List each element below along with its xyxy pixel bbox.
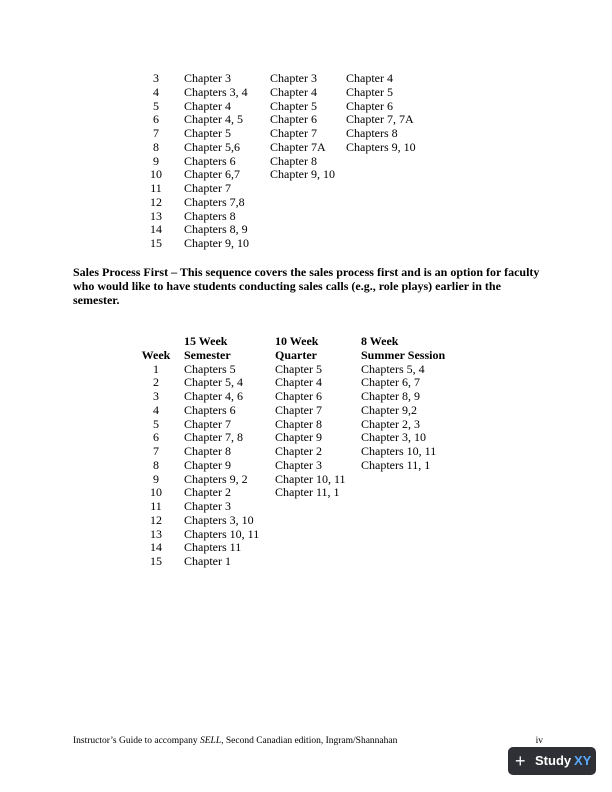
- header-row-bottom: [128, 349, 461, 363]
- week-cell: 9: [153, 471, 159, 486]
- studyxy-badge[interactable]: [508, 747, 596, 775]
- chapter-cell: [346, 182, 436, 196]
- chapter-cell: Chapter 8: [270, 153, 317, 168]
- chapter-cell: [361, 555, 461, 569]
- chapter-cell: Chapter 6: [270, 112, 317, 127]
- chapter-cell: [346, 223, 436, 237]
- badge-text-xy: XY: [574, 753, 592, 768]
- chapter-cell: [346, 196, 436, 210]
- chapter-cell: [361, 514, 461, 528]
- table-row: [128, 100, 436, 114]
- header-10-week: 10 Week: [275, 334, 319, 348]
- chapter-cell: [275, 514, 361, 528]
- table-row: [128, 182, 436, 196]
- chapter-cell: Chapter 4: [275, 375, 322, 390]
- table-row: [128, 486, 461, 500]
- header-summer-session: Summer Session: [361, 347, 446, 362]
- page-footer: [73, 735, 543, 747]
- header-week: Week: [141, 347, 171, 362]
- chapter-cell: [270, 223, 346, 237]
- chapter-cell: Chapter 5: [184, 126, 231, 140]
- page-number: iv: [535, 736, 543, 746]
- chapter-cell: Chapter 4, 5: [184, 112, 243, 127]
- week-cell: 14: [150, 540, 162, 555]
- chapter-cell: Chapter 7, 8: [184, 430, 243, 445]
- chapter-cell: Chapter 8: [184, 444, 231, 458]
- week-cell: 6: [153, 430, 159, 445]
- header-quarter: Quarter: [275, 347, 317, 362]
- chapter-cell: Chapter 9, 10: [184, 236, 249, 250]
- chapter-cell: [275, 528, 361, 542]
- chapter-cell: [275, 555, 361, 569]
- week-cell: 8: [153, 139, 159, 154]
- chapter-cell: Chapter 7: [275, 402, 322, 417]
- table-row: [128, 418, 461, 432]
- badge-text-study: Study: [535, 753, 572, 768]
- chapter-cell: [361, 528, 461, 542]
- chapter-cell: Chapter 4: [346, 71, 393, 85]
- chapter-cell: Chapter 8: [275, 416, 322, 431]
- chapter-cell: [346, 210, 436, 224]
- week-cell: 5: [153, 98, 159, 113]
- week-cell: 4: [153, 84, 159, 99]
- chapter-cell: Chapters 10, 11: [184, 526, 260, 541]
- chapter-cell: [346, 237, 436, 251]
- table-row: [128, 86, 436, 100]
- chapter-cell: Chapter 2: [184, 485, 231, 500]
- chapter-cell: [361, 473, 461, 487]
- footer-book-title: SELL: [199, 736, 222, 746]
- chapter-cell: Chapter 5,6: [184, 139, 240, 154]
- chapter-cell: Chapter 2, 3: [361, 416, 420, 431]
- chapter-cell: Chapter 3, 10: [361, 430, 426, 445]
- week-cell: 11: [150, 499, 162, 513]
- chapter-cell: Chapter 7: [184, 416, 231, 431]
- chapter-cell: Chapters 6: [184, 402, 236, 417]
- chapter-cell: Chapter 3: [275, 457, 322, 472]
- chapter-cell: Chapter 9,2: [361, 402, 417, 417]
- chapter-cell: Chapter 10, 11: [275, 471, 346, 486]
- chapter-cell: Chapters 8, 9: [184, 222, 248, 237]
- chapter-cell: Chapter 5: [275, 361, 322, 376]
- section-heading: Sales Process First – This sequence covers the sales process first and is an option for faculty who would like to have students conducting sales calls (e.g., role plays) earlier in the semester.: [73, 265, 540, 307]
- table-row: [128, 431, 461, 445]
- chapter-cell: Chapter 1: [184, 554, 231, 568]
- chapter-cell: [275, 500, 361, 514]
- header-row-top: [128, 335, 461, 349]
- week-cell: 6: [153, 112, 159, 127]
- table-row: [128, 155, 436, 169]
- header-blank: [128, 335, 184, 349]
- sales-process-table-body: [128, 335, 461, 569]
- week-cell: 5: [153, 416, 159, 431]
- chapter-cell: Chapter 5: [270, 98, 317, 113]
- chapter-cell: Chapter 8, 9: [361, 389, 420, 403]
- chapter-cell: Chapter 7A: [270, 139, 326, 154]
- chapter-cell: [346, 168, 436, 182]
- chapter-cell: Chapter 3: [270, 71, 317, 85]
- chapter-cell: [270, 210, 346, 224]
- chapter-cell: Chapters 8: [346, 126, 398, 140]
- chapter-cell: [361, 486, 461, 500]
- footer-text-after: , Second Canadian edition, Ingram/Shannahan: [221, 736, 398, 746]
- chapter-cell: [346, 155, 436, 169]
- chapter-cell: Chapters 9, 10: [346, 139, 416, 154]
- week-cell: 13: [150, 526, 162, 541]
- table-row: [128, 376, 461, 390]
- table-row: [128, 168, 436, 182]
- table-row: [128, 210, 436, 224]
- table-row: [128, 363, 461, 377]
- table-row: [128, 127, 436, 141]
- chapter-cell: Chapter 5, 4: [184, 375, 243, 390]
- chapter-cell: Chapters 3, 10: [184, 512, 254, 527]
- week-cell: 10: [150, 167, 162, 182]
- chapter-cell: Chapter 9: [275, 430, 322, 445]
- week-cell: 2: [153, 375, 159, 390]
- schedule-table-body: [128, 72, 436, 251]
- chapter-cell: Chapter 5: [346, 84, 393, 99]
- chapter-cell: Chapter 4: [270, 84, 317, 99]
- chapter-cell: [275, 541, 361, 555]
- chapter-cell: Chapters 8: [184, 208, 236, 223]
- chapter-cell: Chapters 9, 2: [184, 471, 248, 486]
- table-row: [128, 500, 461, 514]
- chapter-cell: Chapter 11, 1: [275, 485, 340, 500]
- chapter-cell: Chapter 7: [270, 126, 317, 140]
- week-cell: 3: [153, 71, 159, 85]
- chapter-cell: [270, 237, 346, 251]
- chapter-cell: Chapter 6: [346, 98, 393, 113]
- footer-text-before: Instructor’s Guide to accompany: [73, 736, 200, 746]
- chapter-cell: Chapters 5, 4: [361, 361, 425, 376]
- table-row: [128, 404, 461, 418]
- schedule-table-continued: [128, 72, 436, 251]
- table-row: [128, 473, 461, 487]
- week-cell: 11: [150, 181, 162, 195]
- week-cell: 8: [153, 457, 159, 472]
- chapter-cell: Chapter 9, 10: [270, 167, 335, 182]
- chapter-cell: Chapter 4, 6: [184, 389, 243, 403]
- chapter-cell: [361, 500, 461, 514]
- week-cell: 15: [150, 554, 162, 568]
- table-row: [128, 72, 436, 86]
- week-cell: 1: [153, 361, 159, 376]
- week-cell: 4: [153, 402, 159, 417]
- sales-process-first-table: [128, 335, 461, 569]
- table-row: [128, 113, 436, 127]
- table-row: [128, 555, 461, 569]
- chapter-cell: Chapter 4: [184, 98, 231, 113]
- chapter-cell: Chapter 6,7: [184, 167, 240, 182]
- chapter-cell: Chapter 7, 7A: [346, 112, 414, 127]
- table-row: [128, 459, 461, 473]
- table-row: [128, 528, 461, 542]
- chapter-cell: Chapters 6: [184, 153, 236, 168]
- week-cell: 12: [150, 194, 162, 209]
- chapter-cell: [270, 182, 346, 196]
- chapter-cell: Chapters 11: [184, 540, 242, 555]
- chapter-cell: Chapters 10, 11: [361, 444, 437, 458]
- plus-icon: +: [515, 751, 526, 771]
- table-row: [128, 196, 436, 210]
- chapter-cell: Chapters 11, 1: [361, 457, 431, 472]
- chapter-cell: Chapter 2: [275, 444, 322, 458]
- chapter-cell: Chapters 7,8: [184, 194, 245, 209]
- chapter-cell: Chapters 5: [184, 361, 236, 376]
- chapter-cell: Chapter 3: [184, 71, 231, 85]
- chapter-cell: Chapter 3: [184, 499, 231, 513]
- chapter-cell: Chapter 7: [184, 181, 231, 195]
- week-cell: 14: [150, 222, 162, 237]
- week-cell: 3: [153, 389, 159, 403]
- week-cell: 7: [153, 444, 159, 458]
- chapter-cell: Chapter 6, 7: [361, 375, 420, 390]
- week-cell: 7: [153, 126, 159, 140]
- week-cell: 12: [150, 512, 162, 527]
- week-cell: 13: [150, 208, 162, 223]
- week-cell: 15: [150, 236, 162, 250]
- chapter-cell: Chapter 6: [275, 389, 322, 403]
- table-row: [128, 237, 436, 251]
- table-row: [128, 390, 461, 404]
- header-semester: Semester: [184, 347, 231, 362]
- table-row: [128, 141, 436, 155]
- table-row: [128, 541, 461, 555]
- header-15-week: 15 Week: [184, 334, 228, 348]
- header-8-week: 8 Week: [361, 334, 399, 348]
- week-cell: 10: [150, 485, 162, 500]
- table-row: [128, 514, 461, 528]
- chapter-cell: [270, 196, 346, 210]
- table-row: [128, 445, 461, 459]
- chapter-cell: [361, 541, 461, 555]
- week-cell: 9: [153, 153, 159, 168]
- chapter-cell: Chapter 9: [184, 457, 231, 472]
- table-row: [128, 223, 436, 237]
- chapter-cell: Chapters 3, 4: [184, 84, 248, 99]
